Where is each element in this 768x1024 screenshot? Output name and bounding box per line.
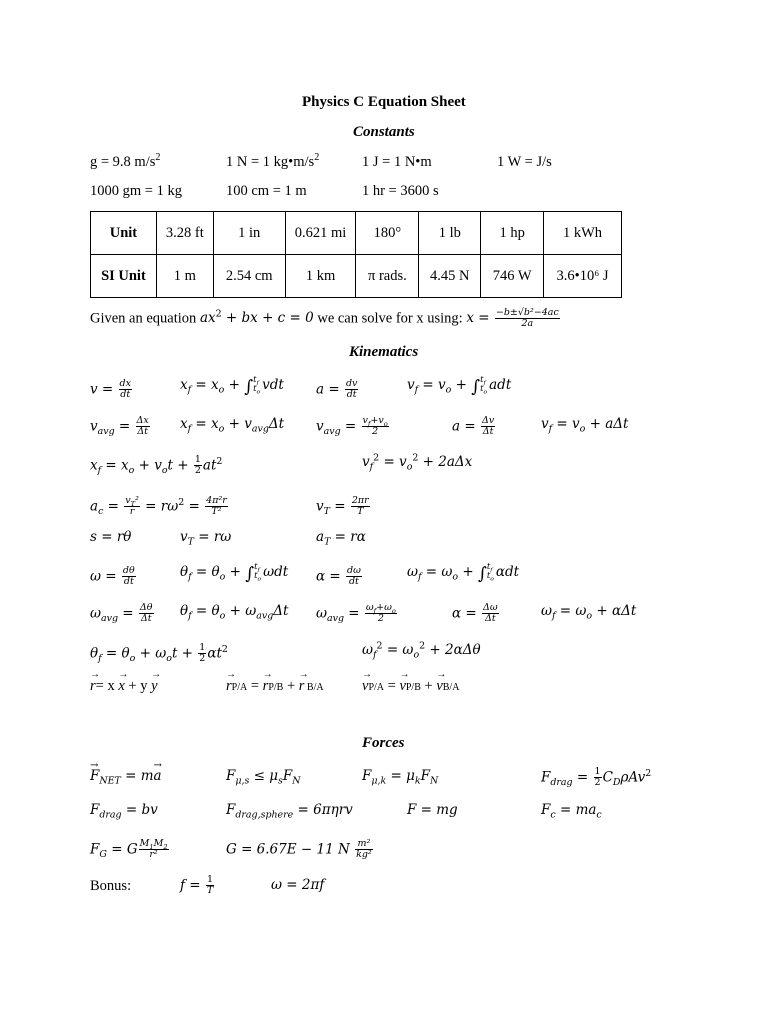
equation-average-velocity: $v_{avg}$ = $\frac{\Delta x}{\Delta t}$ xyxy=(90,415,149,438)
equation-drag-sphere: $F_{drag,sphere} = 6\pi\eta rv$ xyxy=(226,802,353,821)
page-title: Physics C Equation Sheet xyxy=(302,94,466,110)
equation-angular-velocity: ω = $\frac{d\theta}{dt}$ xyxy=(90,565,135,588)
equation-position-average: $x_f = x_o + v_{avg}\Delta t$ xyxy=(180,416,285,435)
equation-arc-length: s = rθ xyxy=(90,529,132,545)
equation-angle-average: $\theta_f = \theta_o + \omega_{avg}\Delta t$ xyxy=(180,603,289,622)
table-cell: 0.621 mi xyxy=(285,212,356,255)
constant-newton: 1 N = 1 $kg•m/s^2$ xyxy=(226,152,320,170)
table-cell: 3.6•10⁶ J xyxy=(544,255,622,298)
equation-drag-linear: $F_{drag}$ = bv xyxy=(90,802,158,821)
equation-gravitation: $F_G = G$ $\frac{M_1M_2}{\text{r²}}$ xyxy=(90,838,168,861)
table-row xyxy=(91,212,622,255)
constant-gram: 1000 gm = 1 kg xyxy=(90,183,182,199)
quadratic-formula-line: Given an equation $ax^2$ + bx + c = 0 we can solve for x using: x = $\frac{\text{−b±√b²−4ac}}{2a}$ xyxy=(90,307,559,330)
table-cell: 1 lb xyxy=(419,212,481,255)
equation-kinetic-friction: $F_{\mu,k} = \mu_kF_N$ xyxy=(362,768,439,787)
equation-angular-velocity-integral: $\omega_f = \omega_o$ + ∫ $t_f$ $t_o$ αdt xyxy=(407,562,520,584)
equation-net-force: → $F_{NET} = m\to a$ xyxy=(90,770,162,784)
equation-average-angular-velocity-mean: $\omega_{avg}$ = $\frac{\omega_f+\omega_o}{2}$ xyxy=(316,602,396,625)
equation-position-quadratic: $x_f = x_o + v_ot$ + $\frac{1}{2}$ $at^2$ xyxy=(90,454,223,477)
equation-gravitational-constant: G = 6.67E − 11 N $\frac{\text{m²}}{\text{kg²}}$ xyxy=(226,838,372,861)
equation-angle-integral: $\theta_f = \theta_o$ + ∫ $t_f$ $t_o$ ωdt xyxy=(180,562,289,584)
table-cell: 1 km xyxy=(285,255,356,298)
equation-position-vector: → r= x → x + y → y xyxy=(90,679,158,694)
equation-position-integral: $x_f = x_o$ + ∫ $t_f$ $t_o$ vdt xyxy=(180,375,284,397)
constant-joule: 1 J = 1 N•m xyxy=(362,154,432,170)
constant-gravity: g = 9.8 $m/s^2$ xyxy=(90,152,161,170)
equation-tangential-velocity: $v_T = r\omega$ xyxy=(180,529,232,548)
constant-watt: 1 W = J/s xyxy=(497,154,552,170)
table-cell: 3.28 ft xyxy=(156,212,213,255)
table-cell: 180° xyxy=(356,212,419,255)
equation-drag-quadratic: $F_{drag}$ = $\frac{1}{2}$ $C_D\rho Av^2$ xyxy=(541,766,652,789)
table-row xyxy=(91,255,622,298)
section-heading-forces: Forces xyxy=(362,735,405,751)
table-cell: π rads. xyxy=(356,255,419,298)
table-cell: 746 W xyxy=(481,255,544,298)
section-heading-kinematics: Kinematics xyxy=(349,344,419,360)
equation-weight: F = mg xyxy=(407,802,458,818)
constant-cm: 100 cm = 1 m xyxy=(226,183,307,199)
equation-acceleration-delta: a = $\frac{\Delta v}{\Delta t}$ xyxy=(452,415,495,438)
equation-velocity-integral: $v_f = v_o$ + ∫ $t_f$ $t_o$ adt xyxy=(407,375,512,397)
table-cell: 1 m xyxy=(156,255,213,298)
equation-tangential-velocity-period: $v_T$ = $\frac{2\pi r}{T}$ xyxy=(316,495,369,518)
equation-relative-position: → rP/A = → rP/B + → r B/A xyxy=(226,679,324,694)
equation-velocity-squared: $v_f^2 = v_o^2 + 2a\Delta x$ xyxy=(362,452,473,473)
bonus-label: Bonus: xyxy=(90,878,132,894)
equation-tangential-acceleration: $a_T = r\alpha$ xyxy=(316,529,366,548)
equation-centripetal: $a_c$ = $\frac{v_T^2}{r}$ = $r\omega^2$ = $\frac{\text{4π²r}}{\text{T²}}$ xyxy=(90,495,227,518)
equation-angular-acceleration: α = $\frac{d\omega}{dt}$ xyxy=(316,565,361,588)
table-cell: 1 hp xyxy=(481,212,544,255)
quadratic-solution: x = $\frac{\text{−b±√b²−4ac}}{2a}$ xyxy=(466,307,559,330)
unit-conversion-table xyxy=(90,211,622,298)
table-header-unit: Unit xyxy=(91,212,157,255)
quadratic-equation: $ax^2$ + bx + c = 0 xyxy=(199,308,314,327)
equation-static-friction: $F_{\mu,s} \le \mu_sF_N$ xyxy=(226,768,301,787)
equation-final-angular-velocity: $\omega_f = \omega_o + \alpha\Delta t$ xyxy=(541,603,637,622)
equation-average-velocity-mean: $v_{avg}$ = $\frac{v_f+v_o}{2}$ xyxy=(316,415,388,438)
equation-angular-acceleration-delta: α = $\frac{\Delta\omega}{\Delta t}$ xyxy=(452,602,498,625)
equation-acceleration: a = $\frac{dv}{dt}$ xyxy=(316,378,358,401)
equation-angular-frequency: ω = 2πf xyxy=(271,877,325,893)
table-cell: 2.54 cm xyxy=(213,255,285,298)
equation-angle-quadratic: $\theta_f = \theta_o + \omega_ot$ + $\frac{1}{2}$ $\alpha t^2$ xyxy=(90,642,228,665)
constant-hour: 1 hr = 3600 s xyxy=(362,183,439,199)
equation-average-angular-velocity: $\omega_{avg}$ = $\frac{\Delta\theta}{\Delta t}$ xyxy=(90,602,153,625)
equation-relative-velocity: → vP/A = → vP/B + → vB/A xyxy=(362,679,459,694)
equation-final-velocity: $v_f = v_o + a\Delta t$ xyxy=(541,416,629,435)
table-cell: 1 kWh xyxy=(544,212,622,255)
section-heading-constants: Constants xyxy=(353,124,415,140)
equation-frequency: f = $\frac{1}{T}$ xyxy=(180,874,214,897)
equation-velocity: v = $\frac{dx}{dt}$ xyxy=(90,378,131,401)
table-cell: 4.45 N xyxy=(419,255,481,298)
equation-angular-velocity-squared: $\omega_f^2 = \omega_o^2 + 2\alpha\Delta\theta$ xyxy=(362,640,481,661)
table-cell: 1 in xyxy=(213,212,285,255)
table-header-si-unit: SI Unit xyxy=(91,255,157,298)
equation-centripetal-force: $F_c = ma_c$ xyxy=(541,802,602,821)
